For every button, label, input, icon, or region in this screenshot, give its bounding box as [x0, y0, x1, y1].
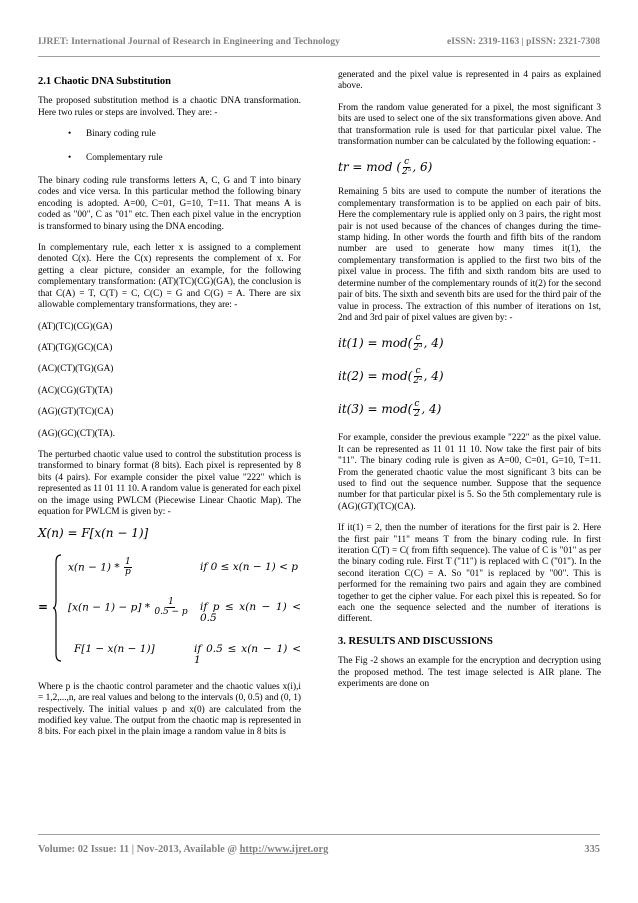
header-divider — [38, 56, 600, 57]
case-1: x(n − 1) * $\frac{1}{p}$ — [68, 556, 131, 577]
paragraph: Remaining 5 bits are used to compute the number of iterations the complementary transformation is to be applied on each pair of bits. Here the complementary rule is applied only on 3 pairs, the right most pair is not used because of the chances of changes during the time-stamp hiding. In other words the fourth and fifth bits of the random number are used to generate how many times it(1), the complementary transformation is applied to the first two bits of the pixel value in process. The fifth and sixth random bits are used to determine number of the complementary rounds of it(2) for the second pair of bits. The sixth and seventh bits are used for the third pair of the value in process. The extraction of this number of iterations on 1st, 2nd and 3rd pair of pixel values are given by: - — [338, 187, 601, 323]
bullet-icon: • — [68, 152, 72, 163]
paragraph: generated and the pixel value is represented in 4 pairs as explained above. — [338, 70, 601, 92]
volume-info: Volume: 02 Issue: 11 | Nov-2013, Available @ http://www.ijret.org — [38, 844, 329, 855]
section-title-2-1: 2.1 Chaotic DNA Substitution — [38, 76, 172, 87]
page-header — [38, 36, 600, 47]
equation-it-3: it(3) = mod( $\frac{c}{2}$ , 4) — [338, 399, 442, 420]
equation-xn: X(n) = F[x(n − 1)] — [38, 526, 149, 541]
journal-title: IJRET: International Journal of Research in Engineering and Technology — [38, 36, 340, 47]
fraction: $\frac{c}{\text{2⁵}}$ — [402, 157, 412, 178]
fraction: $\frac{c}{\text{2³}}$ — [413, 333, 423, 354]
fraction: $\frac{1}{0.5 - p}$ — [154, 596, 188, 617]
equation-it-2: it(2) = mod( $\frac{c}{\text{2²}}$ , 4) — [338, 366, 444, 387]
permutation: (AG)(GC)(CT)(TA). — [38, 428, 115, 439]
equation-it-1: it(1) = mod( $\frac{c}{\text{2³}}$ , 4) — [338, 333, 444, 354]
condition-1: if 0 ≤ x(n − 1) < p — [200, 560, 298, 573]
permutation: (AG)(GT)(TC)(CA) — [38, 407, 114, 418]
equals-sign: = — [38, 599, 49, 614]
journal-link[interactable]: http://www.ijret.org — [239, 844, 329, 855]
case-2: [x(n − 1) − p] * $\frac{1}{0.5 - p}$ — [68, 596, 188, 617]
fraction: $\frac{1}{p}$ — [124, 556, 131, 577]
permutation: (AT)(TG)(GC)(CA) — [38, 342, 113, 353]
permutation: (AC)(CG)(GT)(TA) — [38, 385, 113, 396]
condition-3: if 0.5 ≤ x(n − 1) < 1 — [194, 642, 301, 667]
fraction: $\frac{c}{2}$ — [413, 399, 420, 420]
paragraph: If it(1) = 2, then the number of iterations for the first pair is 2. Here the first pair "11" means T from the binary coding rule. In first iteration C(T) = C( from fifth sequence). The value of C is "01" as per the binary coding rule. First T ("11") is replaced with C ("01"). In the second iteration C(C) = A. So "01" is replaced by "00". This is performed for the remaining two pairs and again they are combined together to get the cipher value. For each pixel this is repeated. So for each one the sequence selected and the number of iterations is different. — [338, 523, 601, 625]
list-item: • Binary coding rule — [68, 129, 156, 140]
page-footer — [38, 844, 600, 855]
paragraph: The Fig -2 shows an example for the encryption and decryption using the proposed method. The test image selected is AIR plane. The experiments are done on — [338, 656, 601, 690]
paragraph: From the random value generated for a pixel, the most significant 3 bits are used to select one of the six transformations given above. And that transformation rule is used for that particular pixel value. The transformation number can be calculated by the following equation: - — [338, 102, 601, 148]
permutation: (AC)(CT)(TG)(GA) — [38, 364, 114, 375]
page-number: 335 — [584, 844, 600, 855]
paragraph: In complementary rule, each letter x is assigned to a complement denoted C(x). Here the C(x) represents the complement of x. For getting a clear picture, consider an example, for the following complementary transformation: (AT)(TC)(CG)(GA), the conclusion is that C(A) = T, C(T) = C, C(C) = G and C(G) = A. There are six allowable complementary transformations, they are: - — [38, 243, 301, 311]
footer-divider — [38, 834, 600, 835]
equation-tr: tr = mod ( $\frac{c}{\text{2⁵}}$ , 6) — [338, 157, 433, 178]
section-title-3: 3. RESULTS AND DISCUSSIONS — [338, 635, 493, 647]
permutation: (AT)(TC)(CG)(GA) — [38, 321, 113, 332]
condition-2: if p ≤ x(n − 1) < 0.5 — [200, 600, 301, 625]
list-item: • Complementary rule — [68, 152, 163, 163]
paragraph: The binary coding rule transforms letters A, C, G and T into binary codes and vice versa. In this particular method the following binary encoding is adopted. A=00, C=01, G=10, T=11. That means A is coded as "00", C as "01" etc. Then each pixel value in the encryption is transformed to binary using the DNA encoding. — [38, 176, 301, 232]
left-brace-icon — [52, 554, 62, 662]
paragraph: Where p is the chaotic control parameter and the chaotic values x(i),i = 1,2,...,n, are real values and belong to the intervals (0, 0.5) and (0, 1) respectively. The initial values p and x(0) are calculated from the modified key value. The output from the chaotic map is represented in 8 bits. For each pixel in the plain image a random value in 8 bits is — [38, 681, 301, 738]
fraction: $\frac{c}{\text{2²}}$ — [413, 366, 423, 387]
issn-info: eISSN: 2319-1163 | pISSN: 2321-7308 — [447, 36, 600, 47]
paragraph: The perturbed chaotic value used to control the substitution process is transformed to binary format (8 bits). Each pixel is represented by 8 bits (4 pairs). For example consider the pixel value "222" which is represented as 11 01 11 10. A random value is generated for each pixel on the image using PWLCM (Piecewise Linear Chaotic Map). The equation for PWLCM is given by: - — [38, 449, 301, 517]
left-column — [38, 70, 301, 749]
bullet-icon: • — [68, 129, 72, 140]
paragraph: The proposed substitution method is a chaotic DNA transformation. Here two rules or steps are involved. They are: - — [38, 96, 301, 118]
case-3: F[1 − x(n − 1)] — [74, 642, 155, 655]
right-column — [338, 70, 601, 700]
paragraph: For example, consider the previous example "222" as the pixel value. It can be represented as 11 01 11 10. Now take the first pair of bits "11". The binary coding rule is given as A=00, C=01, G=10, T=11. From the generated chaotic value the most significant 3 bits can be used to find out the sequence number. Suppose that the sequence number for that particular pixel is 5. So the 5th complementary rule is (AG)(GT)(TC)(CA). — [338, 433, 601, 512]
piecewise-equation — [38, 550, 301, 670]
rules-list — [38, 129, 301, 164]
